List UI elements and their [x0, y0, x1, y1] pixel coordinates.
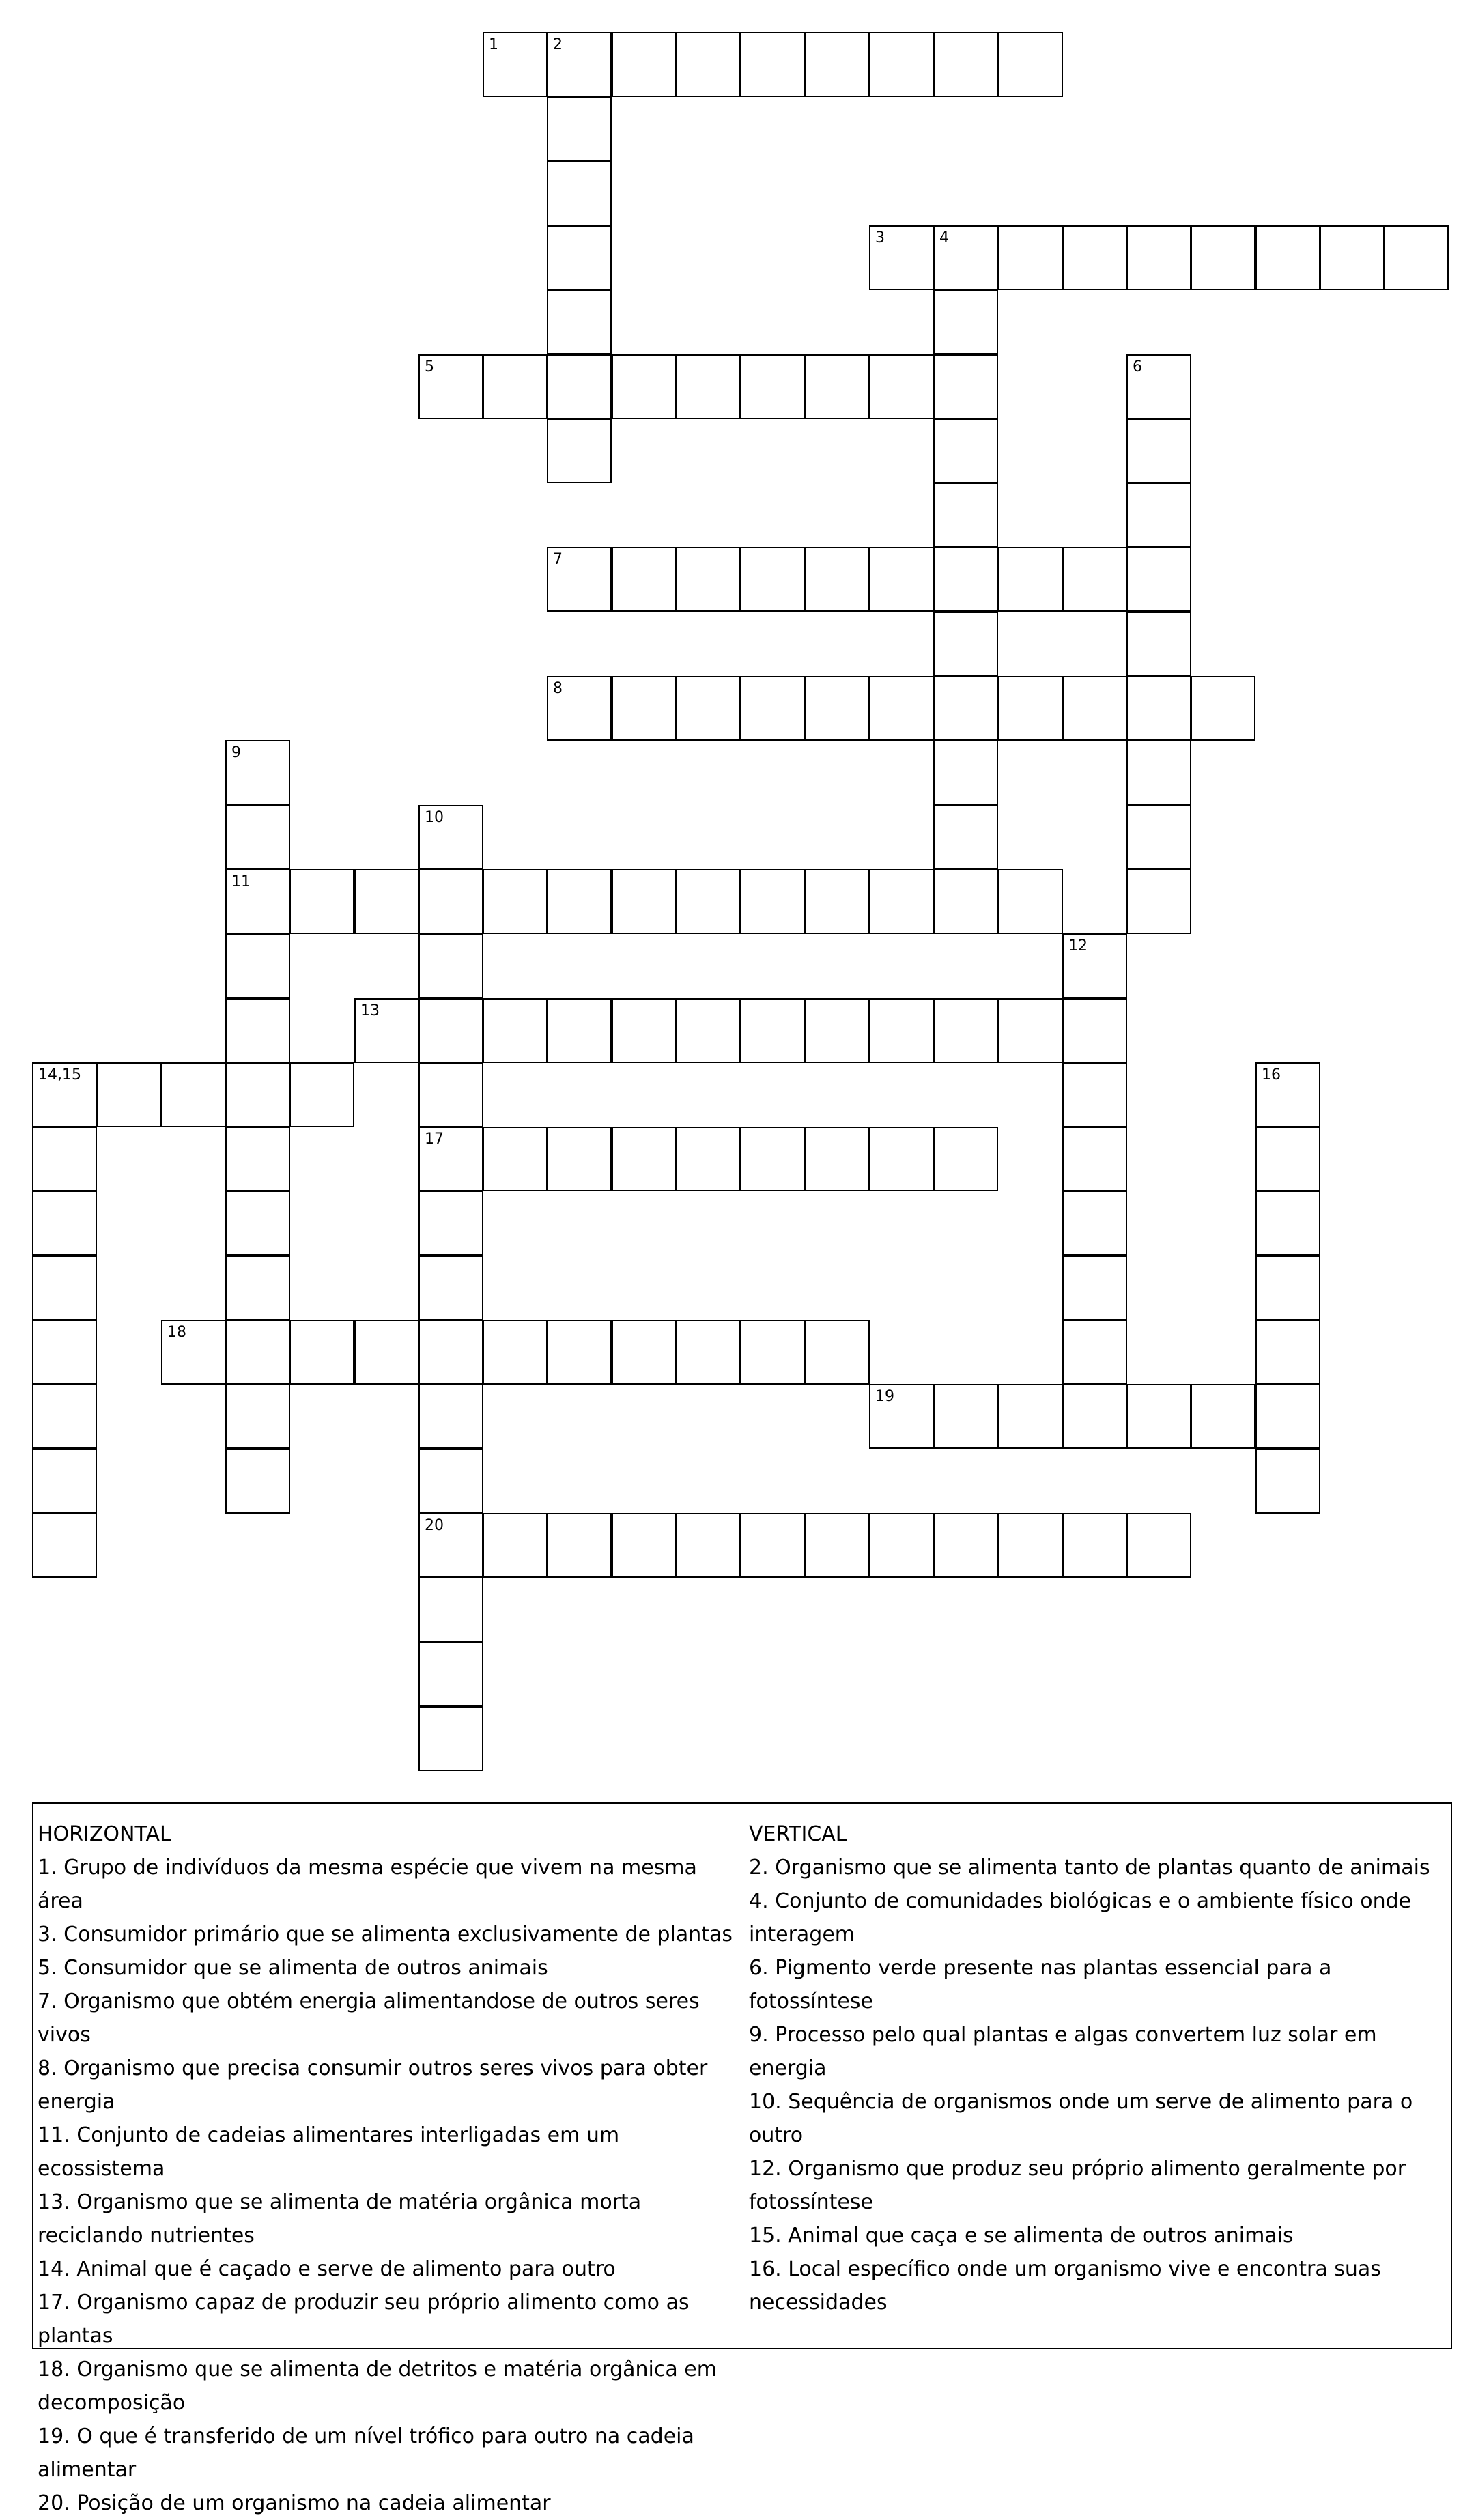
- grid-cell[interactable]: [225, 1320, 290, 1385]
- grid-cell[interactable]: [1191, 1384, 1255, 1449]
- grid-cell[interactable]: [740, 547, 805, 612]
- grid-cell[interactable]: [161, 1062, 226, 1127]
- down-clue: 9. Processo pelo qual plantas e algas convertem luz solar em energia: [749, 2023, 1377, 2080]
- down-clues-column: [749, 1817, 1451, 2319]
- grid-cell[interactable]: [1191, 676, 1255, 741]
- grid-cell[interactable]: [418, 1127, 483, 1191]
- grid-cell[interactable]: [933, 612, 998, 677]
- grid-cell[interactable]: [805, 1513, 870, 1578]
- grid-cell[interactable]: [740, 1320, 805, 1385]
- grid-cell[interactable]: [805, 547, 870, 612]
- grid-cell[interactable]: [547, 547, 612, 612]
- grid-cell[interactable]: [998, 1513, 1063, 1578]
- grid-cell[interactable]: [612, 354, 677, 419]
- grid-cell[interactable]: [933, 1384, 998, 1449]
- grid-cell[interactable]: [161, 1320, 226, 1385]
- grid-cell[interactable]: [1062, 1384, 1127, 1449]
- grid-cell[interactable]: [805, 1320, 870, 1385]
- grid-cell[interactable]: [869, 225, 934, 290]
- grid-cell[interactable]: [612, 998, 677, 1063]
- grid-cell[interactable]: [1320, 225, 1385, 290]
- across-clue: 3. Consumidor primário que se alimenta exclusivamente de plantas: [38, 1923, 733, 1946]
- grid-cell[interactable]: [676, 1320, 741, 1385]
- clue-number: 5: [425, 358, 434, 376]
- grid-cell[interactable]: [418, 1513, 483, 1578]
- across-clue: 1. Grupo de indivíduos da mesma espécie que vivem na mesma área: [38, 1856, 697, 1913]
- grid-cell[interactable]: [1126, 547, 1191, 612]
- grid-cell[interactable]: [805, 32, 870, 97]
- grid-cell[interactable]: [1062, 547, 1127, 612]
- grid-cell[interactable]: [418, 354, 483, 419]
- grid-cell[interactable]: [933, 483, 998, 548]
- grid-cell[interactable]: [612, 1513, 677, 1578]
- grid-cell[interactable]: [547, 676, 612, 741]
- down-clue: 15. Animal que caça e se alimenta de outros animais: [749, 2224, 1294, 2248]
- grid-cell[interactable]: [933, 805, 998, 870]
- down-clue: 4. Conjunto de comunidades biológicas e o ambiente físico onde interagem: [749, 1889, 1412, 1946]
- across-clue: 20. Posição de um organismo na cadeia alimentar: [38, 2491, 551, 2515]
- grid-cell[interactable]: [418, 1706, 483, 1771]
- grid-cell[interactable]: [32, 1127, 97, 1191]
- down-clue: 12. Organismo que produz seu próprio alimento geralmente por fotossíntese: [749, 2157, 1406, 2214]
- grid-cell[interactable]: [998, 32, 1063, 97]
- grid-cell[interactable]: [1255, 1320, 1320, 1385]
- clue-number: 1: [489, 36, 498, 53]
- clue-number: 11: [231, 873, 251, 890]
- grid-cell[interactable]: [612, 547, 677, 612]
- grid-cell[interactable]: [933, 225, 998, 290]
- grid-cell[interactable]: [1126, 740, 1191, 805]
- across-clues-column: [38, 1817, 741, 2520]
- grid-cell[interactable]: [1255, 1062, 1320, 1127]
- clue-number: 17: [425, 1131, 444, 1148]
- grid-cell[interactable]: [418, 1062, 483, 1127]
- grid-cell[interactable]: [869, 998, 934, 1063]
- grid-cell[interactable]: [805, 998, 870, 1063]
- grid-cell[interactable]: [1062, 1256, 1127, 1320]
- across-clue: 11. Conjunto de cadeias alimentares interligadas em um ecossistema: [38, 2123, 620, 2181]
- grid-cell[interactable]: [1062, 1513, 1127, 1578]
- grid-cell[interactable]: [933, 1513, 998, 1578]
- across-clue: 19. O que é transferido de um nível trófico para outro na cadeia alimentar: [38, 2424, 694, 2482]
- grid-cell[interactable]: [933, 419, 998, 483]
- clues-box: [32, 1802, 1452, 2515]
- grid-cell[interactable]: [1062, 998, 1127, 1063]
- grid-cell[interactable]: [225, 1256, 290, 1320]
- grid-cell[interactable]: [418, 933, 483, 998]
- clue-number: 2: [553, 36, 563, 53]
- grid-cell[interactable]: [998, 225, 1063, 290]
- grid-cell[interactable]: [998, 547, 1063, 612]
- grid-cell[interactable]: [354, 869, 419, 934]
- grid-cell[interactable]: [418, 998, 483, 1063]
- grid-cell[interactable]: [354, 998, 419, 1063]
- grid-cell[interactable]: [289, 1062, 354, 1127]
- grid-cell[interactable]: [289, 869, 354, 934]
- grid-cell[interactable]: [483, 32, 548, 97]
- grid-cell[interactable]: [1255, 225, 1320, 290]
- grid-cell[interactable]: [483, 1320, 548, 1385]
- grid-cell[interactable]: [612, 1127, 677, 1191]
- grid-cell[interactable]: [1062, 225, 1127, 290]
- grid-cell[interactable]: [225, 998, 290, 1063]
- grid-cell[interactable]: [869, 676, 934, 741]
- grid-cell[interactable]: [32, 1191, 97, 1256]
- across-clue: 14. Animal que é caçado e serve de alimento para outro: [38, 2257, 616, 2281]
- grid-cell[interactable]: [1255, 1449, 1320, 1514]
- grid-cell[interactable]: [32, 1062, 97, 1127]
- grid-cell[interactable]: [676, 869, 741, 934]
- across-clue: 5. Consumidor que se alimenta de outros animais: [38, 1956, 548, 1980]
- clue-number: 14,15: [38, 1066, 81, 1084]
- grid-cell[interactable]: [869, 1384, 934, 1449]
- grid-cell[interactable]: [1384, 225, 1449, 290]
- grid-cell[interactable]: [418, 1577, 483, 1642]
- clue-number: 7: [553, 551, 563, 568]
- grid-cell[interactable]: [805, 354, 870, 419]
- grid-cell[interactable]: [547, 1320, 612, 1385]
- grid-cell[interactable]: [676, 676, 741, 741]
- grid-cell[interactable]: [225, 1191, 290, 1256]
- grid-cell[interactable]: [805, 869, 870, 934]
- grid-cell[interactable]: [1062, 1127, 1127, 1191]
- grid-cell[interactable]: [96, 1062, 161, 1127]
- clue-number: 20: [425, 1517, 444, 1534]
- grid-cell[interactable]: [547, 96, 612, 161]
- clue-number: 13: [360, 1002, 380, 1019]
- grid-cell[interactable]: [225, 740, 290, 805]
- grid-cell[interactable]: [1062, 933, 1127, 998]
- clue-number: 8: [553, 680, 563, 697]
- grid-cell[interactable]: [32, 1513, 97, 1578]
- grid-cell[interactable]: [1062, 1191, 1127, 1256]
- grid-cell[interactable]: [225, 869, 290, 934]
- grid-cell[interactable]: [869, 32, 934, 97]
- across-clue: 13. Organismo que se alimenta de matéria orgânica morta reciclando nutrientes: [38, 2190, 642, 2248]
- grid-cell[interactable]: [32, 1256, 97, 1320]
- grid-cell[interactable]: [740, 869, 805, 934]
- grid-cell[interactable]: [547, 32, 612, 97]
- grid-cell[interactable]: [1126, 419, 1191, 483]
- grid-cell[interactable]: [547, 998, 612, 1063]
- grid-cell[interactable]: [1126, 612, 1191, 677]
- grid-cell[interactable]: [225, 805, 290, 870]
- across-heading: HORIZONTAL: [38, 1822, 171, 1846]
- grid-cell[interactable]: [740, 998, 805, 1063]
- grid-cell[interactable]: [1126, 354, 1191, 419]
- grid-cell[interactable]: [805, 676, 870, 741]
- grid-cell[interactable]: [998, 869, 1063, 934]
- clue-number: 10: [425, 809, 444, 826]
- grid-cell[interactable]: [612, 676, 677, 741]
- grid-cell[interactable]: [740, 1127, 805, 1191]
- grid-cell[interactable]: [612, 1320, 677, 1385]
- grid-cell[interactable]: [740, 1513, 805, 1578]
- clue-number: 16: [1262, 1066, 1281, 1084]
- grid-cell[interactable]: [547, 354, 612, 419]
- clue-number: 9: [231, 744, 241, 761]
- grid-cell[interactable]: [1126, 805, 1191, 870]
- grid-cell[interactable]: [418, 1449, 483, 1514]
- grid-cell[interactable]: [418, 1642, 483, 1707]
- down-clue: 2. Organismo que se alimenta tanto de plantas quanto de animais: [749, 1856, 1430, 1880]
- grid-cell[interactable]: [869, 354, 934, 419]
- grid-cell[interactable]: [998, 676, 1063, 741]
- across-clue: 7. Organismo que obtém energia alimentandose de outros seres vivos: [38, 1990, 700, 2047]
- grid-cell[interactable]: [225, 1449, 290, 1514]
- down-clue: 16. Local específico onde um organismo vive e encontra suas necessidades: [749, 2257, 1381, 2314]
- grid-cell[interactable]: [1126, 225, 1191, 290]
- grid-cell[interactable]: [869, 1513, 934, 1578]
- grid-cell[interactable]: [805, 1127, 870, 1191]
- grid-cell[interactable]: [225, 1384, 290, 1449]
- grid-cell[interactable]: [676, 32, 741, 97]
- grid-cell[interactable]: [418, 1384, 483, 1449]
- clue-number: 12: [1068, 937, 1088, 954]
- clue-number: 4: [939, 229, 949, 246]
- grid-cell[interactable]: [483, 354, 548, 419]
- grid-cell[interactable]: [933, 32, 998, 97]
- across-clue: 18. Organismo que se alimenta de detritos e matéria orgânica em decomposição: [38, 2358, 717, 2415]
- grid-cell[interactable]: [483, 1513, 548, 1578]
- grid-cell[interactable]: [547, 1127, 612, 1191]
- grid-cell[interactable]: [289, 1320, 354, 1385]
- grid-cell[interactable]: [225, 1127, 290, 1191]
- clue-number: 18: [167, 1324, 186, 1341]
- grid-cell[interactable]: [933, 354, 998, 419]
- grid-cell[interactable]: [547, 225, 612, 290]
- grid-cell[interactable]: [676, 998, 741, 1063]
- grid-cell[interactable]: [612, 869, 677, 934]
- grid-cell[interactable]: [547, 869, 612, 934]
- grid-cell[interactable]: [418, 1320, 483, 1385]
- grid-cell[interactable]: [547, 1513, 612, 1578]
- grid-cell[interactable]: [1126, 869, 1191, 934]
- across-clue: 17. Organismo capaz de produzir seu próprio alimento como as plantas: [38, 2291, 690, 2348]
- clue-number: 19: [875, 1388, 894, 1405]
- grid-cell[interactable]: [1126, 483, 1191, 548]
- grid-cell[interactable]: [354, 1320, 419, 1385]
- grid-cell[interactable]: [418, 1256, 483, 1320]
- grid-cell[interactable]: [740, 676, 805, 741]
- down-clue: 10. Sequência de organismos onde um serve de alimento para o outro: [749, 2090, 1413, 2147]
- grid-cell[interactable]: [418, 1191, 483, 1256]
- grid-cell[interactable]: [1255, 1384, 1320, 1449]
- grid-cell[interactable]: [933, 547, 998, 612]
- down-heading: VERTICAL: [749, 1822, 847, 1846]
- grid-cell[interactable]: [1126, 1513, 1191, 1578]
- down-clue: 6. Pigmento verde presente nas plantas essencial para a fotossíntese: [749, 1956, 1332, 2013]
- grid-cell[interactable]: [32, 1384, 97, 1449]
- grid-cell[interactable]: [1255, 1256, 1320, 1320]
- grid-cell[interactable]: [933, 998, 998, 1063]
- grid-cell[interactable]: [869, 547, 934, 612]
- grid-cell[interactable]: [225, 1062, 290, 1127]
- grid-cell[interactable]: [547, 289, 612, 354]
- grid-cell[interactable]: [483, 869, 548, 934]
- grid-cell[interactable]: [1255, 1191, 1320, 1256]
- grid-cell[interactable]: [933, 1127, 998, 1191]
- grid-cell[interactable]: [869, 1127, 934, 1191]
- grid-cell[interactable]: [1062, 676, 1127, 741]
- grid-cell[interactable]: [1062, 1320, 1127, 1385]
- grid-cell[interactable]: [676, 354, 741, 419]
- grid-cell[interactable]: [933, 869, 998, 934]
- grid-cell[interactable]: [676, 1513, 741, 1578]
- grid-cell[interactable]: [1126, 1384, 1191, 1449]
- grid-cell[interactable]: [1062, 1062, 1127, 1127]
- grid-cell[interactable]: [1255, 1127, 1320, 1191]
- grid-cell[interactable]: [32, 1449, 97, 1514]
- grid-cell[interactable]: [933, 740, 998, 805]
- grid-cell[interactable]: [740, 32, 805, 97]
- grid-cell[interactable]: [998, 998, 1063, 1063]
- grid-cell[interactable]: [483, 1127, 548, 1191]
- grid-cell[interactable]: [612, 32, 677, 97]
- grid-cell[interactable]: [547, 161, 612, 226]
- clue-number: 6: [1133, 358, 1142, 376]
- grid-cell[interactable]: [1191, 225, 1255, 290]
- grid-cell[interactable]: [418, 805, 483, 870]
- grid-cell[interactable]: [676, 547, 741, 612]
- grid-cell[interactable]: [32, 1320, 97, 1385]
- grid-cell[interactable]: [933, 676, 998, 741]
- grid-cell[interactable]: [418, 869, 483, 934]
- clue-number: 3: [875, 229, 885, 246]
- grid-cell[interactable]: [740, 354, 805, 419]
- grid-cell[interactable]: [547, 419, 612, 483]
- grid-cell[interactable]: [869, 869, 934, 934]
- grid-cell[interactable]: [483, 998, 548, 1063]
- grid-cell[interactable]: [998, 1384, 1063, 1449]
- across-clue: 8. Organismo que precisa consumir outros seres vivos para obter energia: [38, 2056, 708, 2114]
- grid-cell[interactable]: [1126, 676, 1191, 741]
- grid-cell[interactable]: [676, 1127, 741, 1191]
- grid-cell[interactable]: [225, 933, 290, 998]
- grid-cell[interactable]: [933, 289, 998, 354]
